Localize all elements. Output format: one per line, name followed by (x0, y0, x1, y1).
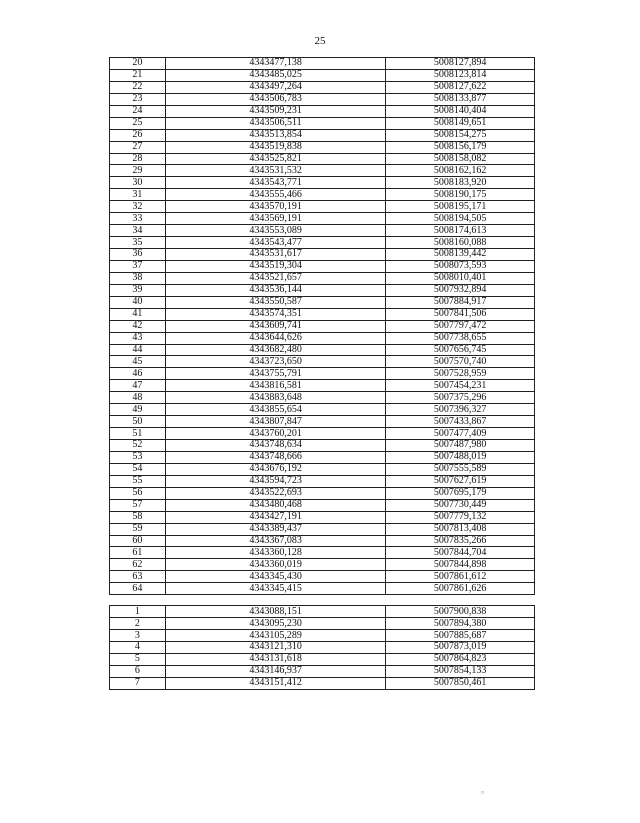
y-coordinate-cell: 5008162,162 (386, 165, 535, 177)
point-number-cell: 25 (110, 117, 166, 129)
y-coordinate-cell: 5008140,404 (386, 105, 535, 117)
y-coordinate-cell: 5007900,838 (386, 606, 535, 618)
y-coordinate-cell: 5008149,651 (386, 117, 535, 129)
x-coordinate-cell: 4343360,128 (165, 547, 385, 559)
table-row (110, 117, 535, 129)
y-coordinate-cell: 5007627,619 (386, 475, 535, 487)
point-number-cell: 60 (110, 535, 166, 547)
point-number-cell: 62 (110, 559, 166, 571)
table-row (110, 356, 535, 368)
x-coordinate-cell: 4343088,151 (165, 606, 385, 618)
x-coordinate-cell: 4343569,191 (165, 213, 385, 225)
coordinates-table (109, 57, 535, 690)
point-number-cell: 40 (110, 296, 166, 308)
x-coordinate-cell: 4343151,412 (165, 677, 385, 689)
x-coordinate-cell: 4343644,626 (165, 332, 385, 344)
table-row (110, 416, 535, 428)
point-number-cell: 38 (110, 272, 166, 284)
table-row (110, 630, 535, 642)
x-coordinate-cell: 4343816,581 (165, 380, 385, 392)
y-coordinate-cell: 5007730,449 (386, 499, 535, 511)
y-coordinate-cell: 5008194,505 (386, 213, 535, 225)
table-row (110, 129, 535, 141)
x-coordinate-cell: 4343555,466 (165, 189, 385, 201)
x-coordinate-cell: 4343543,771 (165, 177, 385, 189)
x-coordinate-cell: 4343519,838 (165, 141, 385, 153)
table-row (110, 81, 535, 93)
x-coordinate-cell: 4343760,201 (165, 428, 385, 440)
table-row (110, 141, 535, 153)
y-coordinate-cell: 5007864,823 (386, 653, 535, 665)
x-coordinate-cell: 4343360,019 (165, 559, 385, 571)
table-row (110, 320, 535, 332)
y-coordinate-cell: 5007656,745 (386, 344, 535, 356)
y-coordinate-cell: 5007779,132 (386, 511, 535, 523)
x-coordinate-cell: 4343570,191 (165, 201, 385, 213)
table-row (110, 535, 535, 547)
x-coordinate-cell: 4343748,634 (165, 440, 385, 452)
x-coordinate-cell: 4343480,468 (165, 499, 385, 511)
point-number-cell: 50 (110, 416, 166, 428)
x-coordinate-cell: 4343676,192 (165, 463, 385, 475)
point-number-cell: 27 (110, 141, 166, 153)
scan-mark: ▫ (481, 788, 484, 797)
point-number-cell: 32 (110, 201, 166, 213)
table-row (110, 93, 535, 105)
y-coordinate-cell: 5008183,920 (386, 177, 535, 189)
x-coordinate-cell: 4343345,430 (165, 571, 385, 583)
x-coordinate-cell: 4343519,304 (165, 260, 385, 272)
table-row (110, 523, 535, 535)
y-coordinate-cell: 5007813,408 (386, 523, 535, 535)
table-row (110, 583, 535, 595)
y-coordinate-cell: 5007844,704 (386, 547, 535, 559)
table-row (110, 428, 535, 440)
table-row (110, 642, 535, 654)
table-row (110, 380, 535, 392)
point-number-cell: 49 (110, 404, 166, 416)
y-coordinate-cell: 5007477,409 (386, 428, 535, 440)
y-coordinate-cell: 5007570,740 (386, 356, 535, 368)
y-coordinate-cell: 5007841,506 (386, 308, 535, 320)
table-row (110, 225, 535, 237)
table-row (110, 153, 535, 165)
x-coordinate-cell: 4343509,231 (165, 105, 385, 117)
table-row (110, 368, 535, 380)
x-coordinate-cell: 4343367,083 (165, 535, 385, 547)
table-row (110, 547, 535, 559)
x-coordinate-cell: 4343427,191 (165, 511, 385, 523)
table-row (110, 105, 535, 117)
table-row (110, 272, 535, 284)
y-coordinate-cell: 5007454,231 (386, 380, 535, 392)
y-coordinate-cell: 5008174,613 (386, 225, 535, 237)
x-coordinate-cell: 4343521,657 (165, 272, 385, 284)
table-row (110, 296, 535, 308)
y-coordinate-cell: 5007932,894 (386, 284, 535, 296)
y-coordinate-cell: 5007487,980 (386, 440, 535, 452)
x-coordinate-cell: 4343131,618 (165, 653, 385, 665)
x-coordinate-cell: 4343748,666 (165, 451, 385, 463)
y-coordinate-cell: 5007884,917 (386, 296, 535, 308)
table-row (110, 559, 535, 571)
page-number: 25 (314, 35, 326, 47)
table-row (110, 213, 535, 225)
table-row (110, 249, 535, 261)
table-row (110, 511, 535, 523)
y-coordinate-cell: 5007396,327 (386, 404, 535, 416)
x-coordinate-cell: 4343883,648 (165, 392, 385, 404)
table-row (110, 58, 535, 70)
gap-cell (165, 595, 385, 606)
x-coordinate-cell: 4343682,480 (165, 344, 385, 356)
table-row (110, 392, 535, 404)
table-row (110, 332, 535, 344)
x-coordinate-cell: 4343485,025 (165, 69, 385, 81)
y-coordinate-cell: 5007894,380 (386, 618, 535, 630)
y-coordinate-cell: 5008160,088 (386, 237, 535, 249)
point-number-cell: 48 (110, 392, 166, 404)
point-number-cell: 58 (110, 511, 166, 523)
coordinates-table-body-part1 (110, 58, 535, 595)
x-coordinate-cell: 4343506,783 (165, 93, 385, 105)
y-coordinate-cell: 5007433,867 (386, 416, 535, 428)
point-number-cell: 56 (110, 487, 166, 499)
point-number-cell: 59 (110, 523, 166, 535)
x-coordinate-cell: 4343536,144 (165, 284, 385, 296)
point-number-cell: 6 (110, 665, 166, 677)
point-number-cell: 34 (110, 225, 166, 237)
x-coordinate-cell: 4343723,650 (165, 356, 385, 368)
point-number-cell: 21 (110, 69, 166, 81)
table-row (110, 177, 535, 189)
x-coordinate-cell: 4343506,511 (165, 117, 385, 129)
x-coordinate-cell: 4343121,310 (165, 642, 385, 654)
y-coordinate-cell: 5007850,461 (386, 677, 535, 689)
point-number-cell: 63 (110, 571, 166, 583)
y-coordinate-cell: 5007488,019 (386, 451, 535, 463)
table-row (110, 404, 535, 416)
table-row (110, 440, 535, 452)
y-coordinate-cell: 5008133,877 (386, 93, 535, 105)
table-row (110, 69, 535, 81)
x-coordinate-cell: 4343543,477 (165, 237, 385, 249)
point-number-cell: 55 (110, 475, 166, 487)
y-coordinate-cell: 5007885,687 (386, 630, 535, 642)
x-coordinate-cell: 4343609,741 (165, 320, 385, 332)
point-number-cell: 5 (110, 653, 166, 665)
x-coordinate-cell: 4343497,264 (165, 81, 385, 93)
point-number-cell: 29 (110, 165, 166, 177)
point-number-cell: 1 (110, 606, 166, 618)
x-coordinate-cell: 4343531,532 (165, 165, 385, 177)
coordinates-table-body-part2 (110, 606, 535, 690)
table-row (110, 665, 535, 677)
point-number-cell: 31 (110, 189, 166, 201)
point-number-cell: 39 (110, 284, 166, 296)
y-coordinate-cell: 5007738,655 (386, 332, 535, 344)
y-coordinate-cell: 5007835,266 (386, 535, 535, 547)
x-coordinate-cell: 4343550,587 (165, 296, 385, 308)
table-row (110, 189, 535, 201)
gap-cell (110, 595, 166, 606)
table-row (110, 677, 535, 689)
table-row (110, 201, 535, 213)
y-coordinate-cell: 5008195,171 (386, 201, 535, 213)
point-number-cell: 64 (110, 583, 166, 595)
point-number-cell: 61 (110, 547, 166, 559)
y-coordinate-cell: 5008156,179 (386, 141, 535, 153)
point-number-cell: 44 (110, 344, 166, 356)
point-number-cell: 52 (110, 440, 166, 452)
table-row (110, 344, 535, 356)
table-row (110, 463, 535, 475)
table-row (110, 618, 535, 630)
point-number-cell: 30 (110, 177, 166, 189)
point-number-cell: 47 (110, 380, 166, 392)
y-coordinate-cell: 5007528,959 (386, 368, 535, 380)
point-number-cell: 28 (110, 153, 166, 165)
y-coordinate-cell: 5008139,442 (386, 249, 535, 261)
x-coordinate-cell: 4343525,821 (165, 153, 385, 165)
table-row (110, 308, 535, 320)
y-coordinate-cell: 5007844,898 (386, 559, 535, 571)
y-coordinate-cell: 5008127,622 (386, 81, 535, 93)
y-coordinate-cell: 5008073,593 (386, 260, 535, 272)
point-number-cell: 35 (110, 237, 166, 249)
x-coordinate-cell: 4343095,230 (165, 618, 385, 630)
y-coordinate-cell: 5008127,894 (386, 58, 535, 70)
point-number-cell: 4 (110, 642, 166, 654)
y-coordinate-cell: 5007861,612 (386, 571, 535, 583)
x-coordinate-cell: 4343389,437 (165, 523, 385, 535)
x-coordinate-cell: 4343855,654 (165, 404, 385, 416)
x-coordinate-cell: 4343755,791 (165, 368, 385, 380)
table-row (110, 237, 535, 249)
point-number-cell: 26 (110, 129, 166, 141)
y-coordinate-cell: 5007854,133 (386, 665, 535, 677)
point-number-cell: 54 (110, 463, 166, 475)
x-coordinate-cell: 4343594,723 (165, 475, 385, 487)
y-coordinate-cell: 5007695,179 (386, 487, 535, 499)
point-number-cell: 3 (110, 630, 166, 642)
table-row (110, 260, 535, 272)
point-number-cell: 7 (110, 677, 166, 689)
y-coordinate-cell: 5008123,814 (386, 69, 535, 81)
x-coordinate-cell: 4343553,089 (165, 225, 385, 237)
y-coordinate-cell: 5007797,472 (386, 320, 535, 332)
point-number-cell: 57 (110, 499, 166, 511)
x-coordinate-cell: 4343345,415 (165, 583, 385, 595)
table-row (110, 451, 535, 463)
x-coordinate-cell: 4343522,693 (165, 487, 385, 499)
x-coordinate-cell: 4343807,847 (165, 416, 385, 428)
point-number-cell: 36 (110, 249, 166, 261)
gap-cell (386, 595, 535, 606)
table-row (110, 606, 535, 618)
table-row (110, 165, 535, 177)
x-coordinate-cell: 4343146,937 (165, 665, 385, 677)
point-number-cell: 53 (110, 451, 166, 463)
point-number-cell: 41 (110, 308, 166, 320)
table-row (110, 571, 535, 583)
table-gap (110, 595, 535, 606)
y-coordinate-cell: 5008154,275 (386, 129, 535, 141)
table-row (110, 487, 535, 499)
point-number-cell: 33 (110, 213, 166, 225)
point-number-cell: 45 (110, 356, 166, 368)
y-coordinate-cell: 5008158,082 (386, 153, 535, 165)
x-coordinate-cell: 4343574,351 (165, 308, 385, 320)
point-number-cell: 43 (110, 332, 166, 344)
point-number-cell: 37 (110, 260, 166, 272)
x-coordinate-cell: 4343477,138 (165, 58, 385, 70)
point-number-cell: 23 (110, 93, 166, 105)
point-number-cell: 20 (110, 58, 166, 70)
table-gap-row (110, 595, 535, 606)
point-number-cell: 2 (110, 618, 166, 630)
y-coordinate-cell: 5007861,626 (386, 583, 535, 595)
table-row (110, 475, 535, 487)
y-coordinate-cell: 5008190,175 (386, 189, 535, 201)
table-row (110, 284, 535, 296)
y-coordinate-cell: 5007555,589 (386, 463, 535, 475)
table-row (110, 499, 535, 511)
point-number-cell: 51 (110, 428, 166, 440)
point-number-cell: 42 (110, 320, 166, 332)
y-coordinate-cell: 5007375,296 (386, 392, 535, 404)
x-coordinate-cell: 4343513,854 (165, 129, 385, 141)
point-number-cell: 22 (110, 81, 166, 93)
point-number-cell: 24 (110, 105, 166, 117)
x-coordinate-cell: 4343531,617 (165, 249, 385, 261)
y-coordinate-cell: 5007873,019 (386, 642, 535, 654)
y-coordinate-cell: 5008010,401 (386, 272, 535, 284)
x-coordinate-cell: 4343105,289 (165, 630, 385, 642)
point-number-cell: 46 (110, 368, 166, 380)
table-row (110, 653, 535, 665)
